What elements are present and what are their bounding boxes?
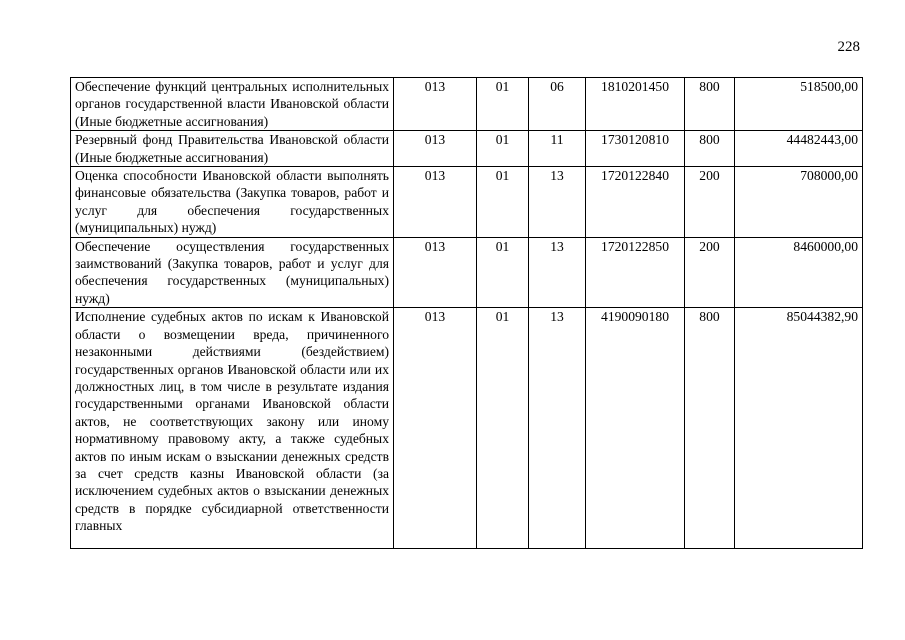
ministry-code-cell: 013 [394,167,477,238]
expense-type-cell: 800 [685,78,735,131]
section-code-cell: 01 [477,167,529,238]
table-row [71,131,863,167]
subsection-code-cell: 13 [529,237,586,308]
subsection-code-cell: 11 [529,131,586,167]
expense-type-cell: 200 [685,237,735,308]
target-article-cell: 1720122840 [586,167,685,238]
expense-type-cell: 800 [685,131,735,167]
expense-name-cell: Оценка способности Ивановской области выполнять финансовые обязательства (Закупка товаров, работ и услуг для обеспечения государственных (муниципальных) нужд) [71,167,394,238]
section-code-cell: 01 [477,131,529,167]
expense-name-cell: Обеспечение осуществления государственных заимствований (Закупка товаров, работ и услуг для обеспечения государственных (муниципальных) нужд) [71,237,394,308]
amount-cell: 708000,00 [735,167,863,238]
ministry-code-cell: 013 [394,78,477,131]
expense-type-cell: 800 [685,308,735,549]
subsection-code-cell: 13 [529,167,586,238]
expense-name-cell: Обеспечение функций центральных исполнительных органов государственной власти Ивановской области (Иные бюджетные ассигнования) [71,78,394,131]
expense-type-cell: 200 [685,167,735,238]
amount-cell: 44482443,00 [735,131,863,167]
expense-name-cell: Резервный фонд Правительства Ивановской области (Иные бюджетные ассигнования) [71,131,394,167]
ministry-code-cell: 013 [394,237,477,308]
target-article-cell: 1730120810 [586,131,685,167]
table-row [71,237,863,308]
ministry-code-cell: 013 [394,308,477,549]
subsection-code-cell: 06 [529,78,586,131]
amount-cell: 518500,00 [735,78,863,131]
table-row [71,308,863,549]
section-code-cell: 01 [477,237,529,308]
table-row [71,167,863,238]
amount-cell: 8460000,00 [735,237,863,308]
section-code-cell: 01 [477,308,529,549]
ministry-code-cell: 013 [394,131,477,167]
target-article-cell: 4190090180 [586,308,685,549]
budget-allocation-table [70,77,863,549]
amount-cell: 85044382,90 [735,308,863,549]
expense-name-cell: Исполнение судебных актов по искам к Ивановской области о возмещении вреда, причиненного незаконными действиями (бездействием) государственных органов Ивановской области или их должностных лиц, в том числе в результате издания государственными органами Ивановской области актов, не соответствующих закону или иному нормативному правовому акту, а также судебных актов по иным искам о взыскании денежных средств за счет средств казны Ивановской области (за исключением судебных актов о взыскании денежных средств в порядке субсидиарной ответственности главных [71,308,394,549]
page-number: 228 [837,39,860,55]
table-row [71,78,863,131]
section-code-cell: 01 [477,78,529,131]
subsection-code-cell: 13 [529,308,586,549]
target-article-cell: 1810201450 [586,78,685,131]
target-article-cell: 1720122850 [586,237,685,308]
